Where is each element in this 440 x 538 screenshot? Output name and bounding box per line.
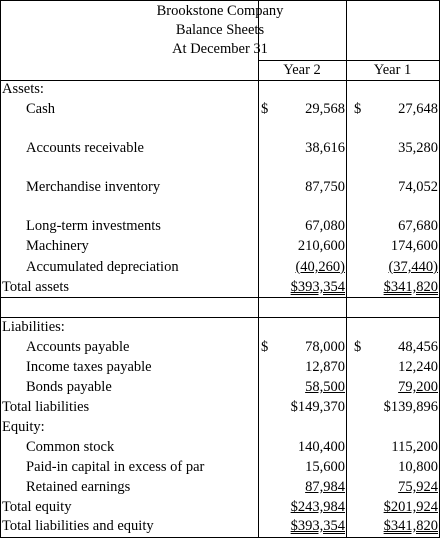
machinery-year-2: 210,600	[297, 238, 345, 254]
row-label-bonds-payable: Bonds payable	[26, 379, 112, 395]
grid-line	[0, 317, 440, 318]
common-stock-year-1: 115,200	[391, 439, 438, 455]
accounts-receivable-year-2: 38,616	[305, 140, 345, 156]
column-header-year-2: Year 2	[283, 62, 321, 78]
row-label-accounts-payable: Accounts payable	[26, 339, 130, 355]
accounts-payable-year-1: $ 48,456	[354, 339, 438, 355]
assets-heading: Assets:	[2, 81, 44, 97]
row-label-accumulated-depreciation: Accumulated depreciation	[26, 259, 179, 275]
row-label-cash: Cash	[26, 101, 55, 117]
paid-in-capital-year-1: 10,800	[398, 459, 438, 475]
merchandise-inventory-year-2: 87,750	[305, 179, 345, 195]
grid-line	[0, 0, 440, 1]
row-label-income-taxes-payable: Income taxes payable	[26, 359, 152, 375]
statement-date: At December 31	[172, 41, 268, 57]
total-equity-year-2: $243,984	[290, 499, 345, 515]
total-liabilities-year-2: $149,370	[290, 399, 345, 415]
row-label-merchandise-inventory: Merchandise inventory	[26, 179, 161, 195]
company-name: Brookstone Company	[156, 3, 284, 19]
grid-line	[0, 297, 440, 298]
accumulated-depreciation-year-2: (40,260)	[295, 259, 345, 275]
machinery-year-1: 174,600	[390, 238, 438, 254]
total-assets-year-2: $393,354	[290, 279, 345, 295]
total-assets-year-1: $341,820	[383, 279, 438, 295]
accumulated-depreciation-year-1: (37,440)	[388, 259, 438, 275]
total-assets-label: Total assets	[2, 279, 70, 295]
row-label-retained-earnings: Retained earnings	[26, 479, 131, 495]
total-liabilities-and-equity-label: Total liabilities and equity	[2, 518, 154, 534]
row-label-accounts-receivable: Accounts receivable	[26, 140, 144, 156]
paid-in-capital-year-2: 15,600	[305, 459, 345, 475]
cash-year-1: $ 27,648	[354, 101, 438, 117]
accounts-receivable-year-1: 35,280	[398, 140, 438, 156]
total-equity-year-1: $201,924	[383, 499, 438, 515]
cash-year-2: $ 29,568	[261, 101, 345, 117]
row-label-long-term-investments: Long-term investments	[26, 218, 161, 234]
statement-title: Balance Sheets	[175, 22, 265, 38]
grid-line	[0, 80, 440, 81]
row-label-machinery: Machinery	[26, 238, 89, 254]
row-label-common-stock: Common stock	[26, 439, 115, 455]
retained-earnings-year-1: 75,924	[398, 479, 438, 495]
total-liabilities-year-1: $139,896	[383, 399, 438, 415]
column-header-year-1: Year 1	[373, 62, 412, 78]
retained-earnings-year-2: 87,984	[305, 479, 345, 495]
merchandise-inventory-year-1: 74,052	[398, 179, 438, 195]
long-term-investments-year-2: 67,080	[305, 218, 345, 234]
equity-heading: Equity:	[2, 419, 45, 435]
row-label-paid-in-capital: Paid-in capital in excess of par	[26, 459, 205, 475]
common-stock-year-2: 140,400	[297, 439, 345, 455]
bonds-payable-year-1: 79,200	[398, 379, 438, 395]
liabilities-heading: Liabilities:	[2, 319, 65, 335]
total-liabilities-label: Total liabilities	[2, 399, 90, 415]
total-liabilities-and-equity-year-1: $341,820	[383, 518, 438, 534]
accounts-payable-year-2: $ 78,000	[261, 339, 345, 355]
long-term-investments-year-1: 67,680	[398, 218, 438, 234]
bonds-payable-year-2: 58,500	[305, 379, 345, 395]
total-equity-label: Total equity	[2, 499, 72, 515]
income-taxes-payable-year-2: 12,870	[305, 359, 345, 375]
total-liabilities-and-equity-year-2: $393,354	[290, 518, 345, 534]
income-taxes-payable-year-1: 12,240	[398, 359, 438, 375]
